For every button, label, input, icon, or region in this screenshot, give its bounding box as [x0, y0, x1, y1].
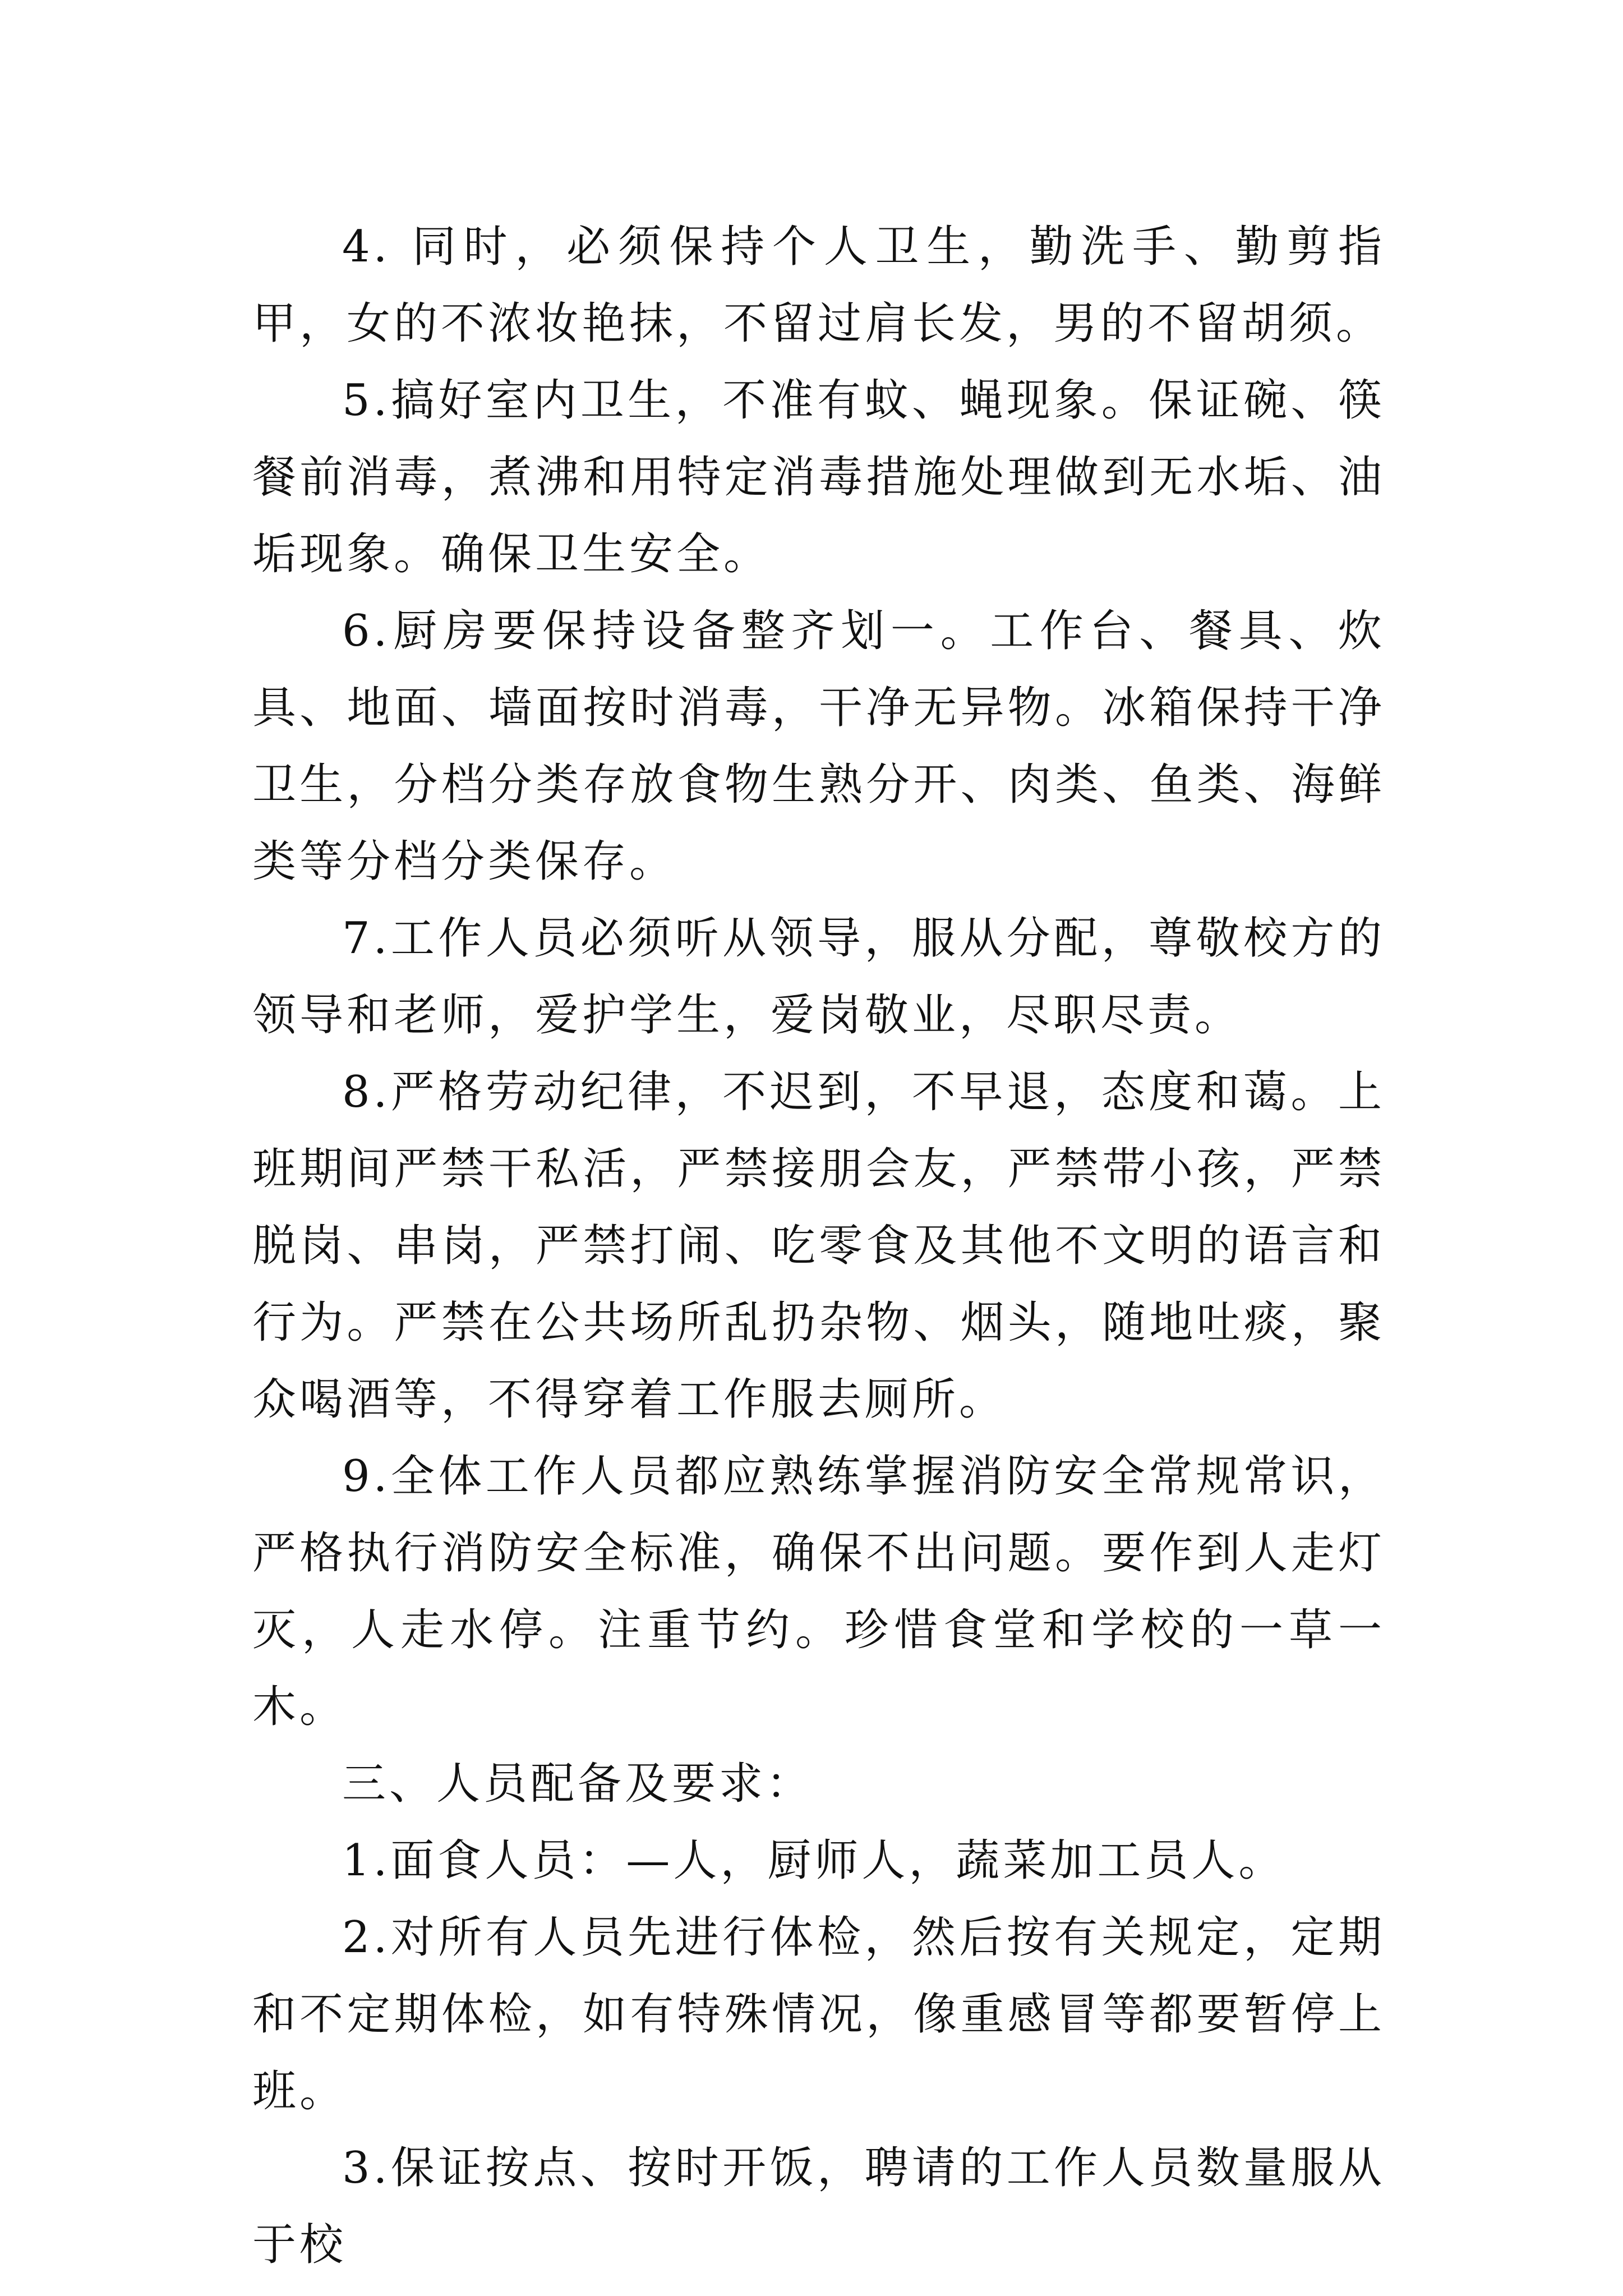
- paragraph-9-fire-safety: 9.全体工作人员都应熟练掌握消防安全常规常识，严格执行消防安全标准，确保不出问题。要作到人走灯灭，人走水停。注重节约。珍惜食堂和学校的一草一木。: [252, 1451, 1385, 1732]
- paragraph-8-labor-discipline: 8.严格劳动纪律，不迟到，不早退，态度和蔼。上班期间严禁干私活，严禁接朋会友，严禁带小孩，严禁脱岗、串岗，严禁打闹、吃零食及其他不文明的语言和行为。严禁在公共场所乱扔杂物、烟头，随地吐痰，聚众喝酒等，不得穿着工作服去厕所。: [252, 1067, 1385, 1425]
- paragraph-5-room-hygiene: 5.搞好室内卫生，不准有蚊、蝇现象。保证碗、筷餐前消毒，煮沸和用特定消毒措施处理做到无水垢、油垢现象。确保卫生安全。: [252, 375, 1385, 579]
- paragraph-4-personal-hygiene: 4. 同时，必须保持个人卫生，勤洗手、勤剪指甲，女的不浓妆艳抹，不留过肩长发，男的不留胡须。: [252, 222, 1385, 349]
- paragraph-staffing-3: 3.保证按点、按时开饭，聘请的工作人员数量服从于校: [252, 2143, 1385, 2270]
- paragraph-staffing-1: 1.面食人员：—人，厨师人，蔬菜加工员人。: [342, 1835, 1286, 1886]
- paragraph-6-kitchen-equipment: 6.厨房要保持设备整齐划一。工作台、餐具、炊具、地面、墙面按时消毒，干净无异物。冰箱保持干净卫生，分档分类存放食物生熟分开、肉类、鱼类、海鲜类等分档分类保存。: [252, 606, 1385, 887]
- paragraph-7-staff-obedience: 7.工作人员必须听从领导，服从分配，尊敬校方的领导和老师，爱护学生，爱岗敬业，尽职尽责。: [252, 913, 1385, 1041]
- section-heading-staffing: 三、人员配备及要求：: [342, 1759, 814, 1809]
- paragraph-staffing-2: 2.对所有人员先进行体检，然后按有关规定，定期和不定期体检，如有特殊情况，像重感冒等都要暂停上班。: [252, 1912, 1385, 2116]
- document-body: [252, 209, 1385, 2284]
